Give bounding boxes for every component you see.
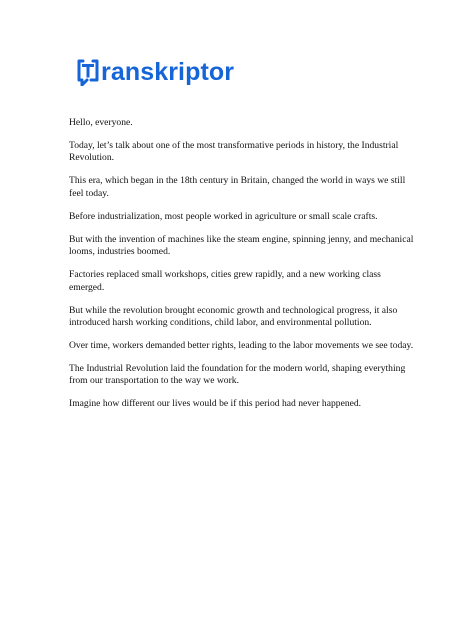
paragraph: The Industrial Revolution laid the foundation for the modern world, shaping everything from our transportation to the way we work.: [69, 363, 406, 387]
paragraph: But while the revolution brought economic growth and technological progress, it also introduced harsh working conditions, child labor, and environmental pollution.: [69, 304, 398, 329]
logo-wordmark: ranskriptor: [101, 58, 235, 86]
paragraph: Today, let’s talk about one of the most transformative periods in history, the Industrial Revolution.: [69, 140, 399, 164]
paragraph: Factories replaced small workshops, cities grew rapidly, and a new working class emerged.: [69, 269, 381, 293]
paragraph: Over time, workers demanded better rights, leading to the labor movements we see today.: [69, 340, 414, 352]
paragraph: Before industrialization, most people worked in agriculture or small scale crafts.: [69, 210, 378, 222]
paragraph: Hello, everyone.: [69, 117, 133, 128]
paragraph: But with the invention of machines like the steam engine, spinning jenny, and mechanical looms, industries boomed.: [69, 233, 414, 258]
paragraph: Imagine how different our lives would be if this period had never happened.: [69, 398, 362, 410]
speech-bubble-bracket-icon: [76, 58, 100, 86]
transcript-body: [69, 117, 414, 421]
paragraph: This era, which began in the 18th century in Britain, changed the world in ways we still feel today.: [69, 175, 406, 199]
transkriptor-logo: [76, 56, 234, 88]
